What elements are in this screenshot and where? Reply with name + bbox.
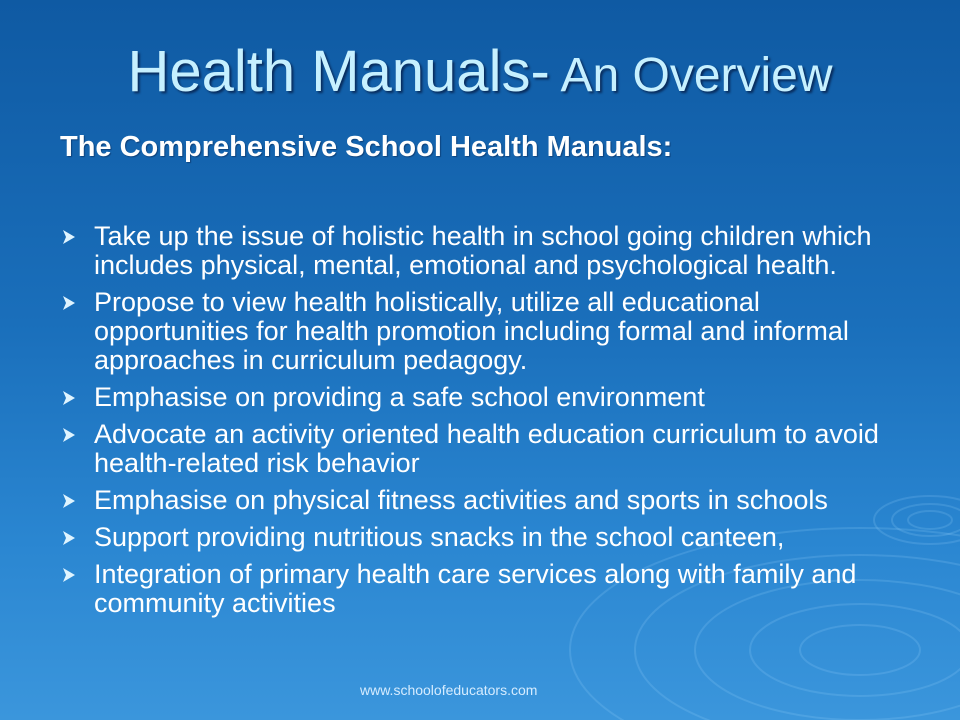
arrowhead-bullet-icon [60, 294, 78, 312]
arrowhead-bullet-icon [60, 492, 78, 510]
bullet-text: Emphasise on physical fitness activities and sports in schools [94, 485, 828, 515]
arrowhead-bullet-icon [60, 529, 78, 547]
bullet-item [60, 383, 905, 412]
bullet-text: Advocate an activity oriented health education curriculum to avoid health-related risk behavior [94, 419, 879, 478]
bullet-text: Support providing nutritious snacks in the school canteen, [94, 522, 785, 552]
bullet-item [60, 288, 905, 375]
bullet-item [60, 523, 905, 552]
arrowhead-bullet-icon [60, 566, 78, 584]
arrowhead-bullet-icon [60, 228, 78, 246]
bullet-item [60, 222, 905, 280]
bullet-text: Emphasise on providing a safe school environment [94, 382, 705, 412]
bullet-list [60, 222, 905, 626]
title-sub: An Overview [549, 49, 833, 102]
arrowhead-bullet-icon [60, 426, 78, 444]
slide-subtitle: The Comprehensive School Health Manuals: [60, 131, 673, 163]
title-main: Health Manuals- [127, 39, 550, 104]
bullet-text: Integration of primary health care services along with family and community activities [94, 559, 857, 618]
footer-watermark: www.schoolofeducators.com [360, 682, 538, 698]
bullet-item [60, 560, 905, 618]
arrowhead-bullet-icon [60, 389, 78, 407]
bullet-text: Propose to view health holistically, utilize all educational opportunities for health promotion including formal and informal approaches in curriculum pedagogy. [94, 287, 849, 375]
slide-title [0, 38, 960, 105]
bullet-text: Take up the issue of holistic health in school going children which includes physical, mental, emotional and psychological health. [94, 221, 872, 280]
bullet-item [60, 420, 905, 478]
bullet-item [60, 486, 905, 515]
